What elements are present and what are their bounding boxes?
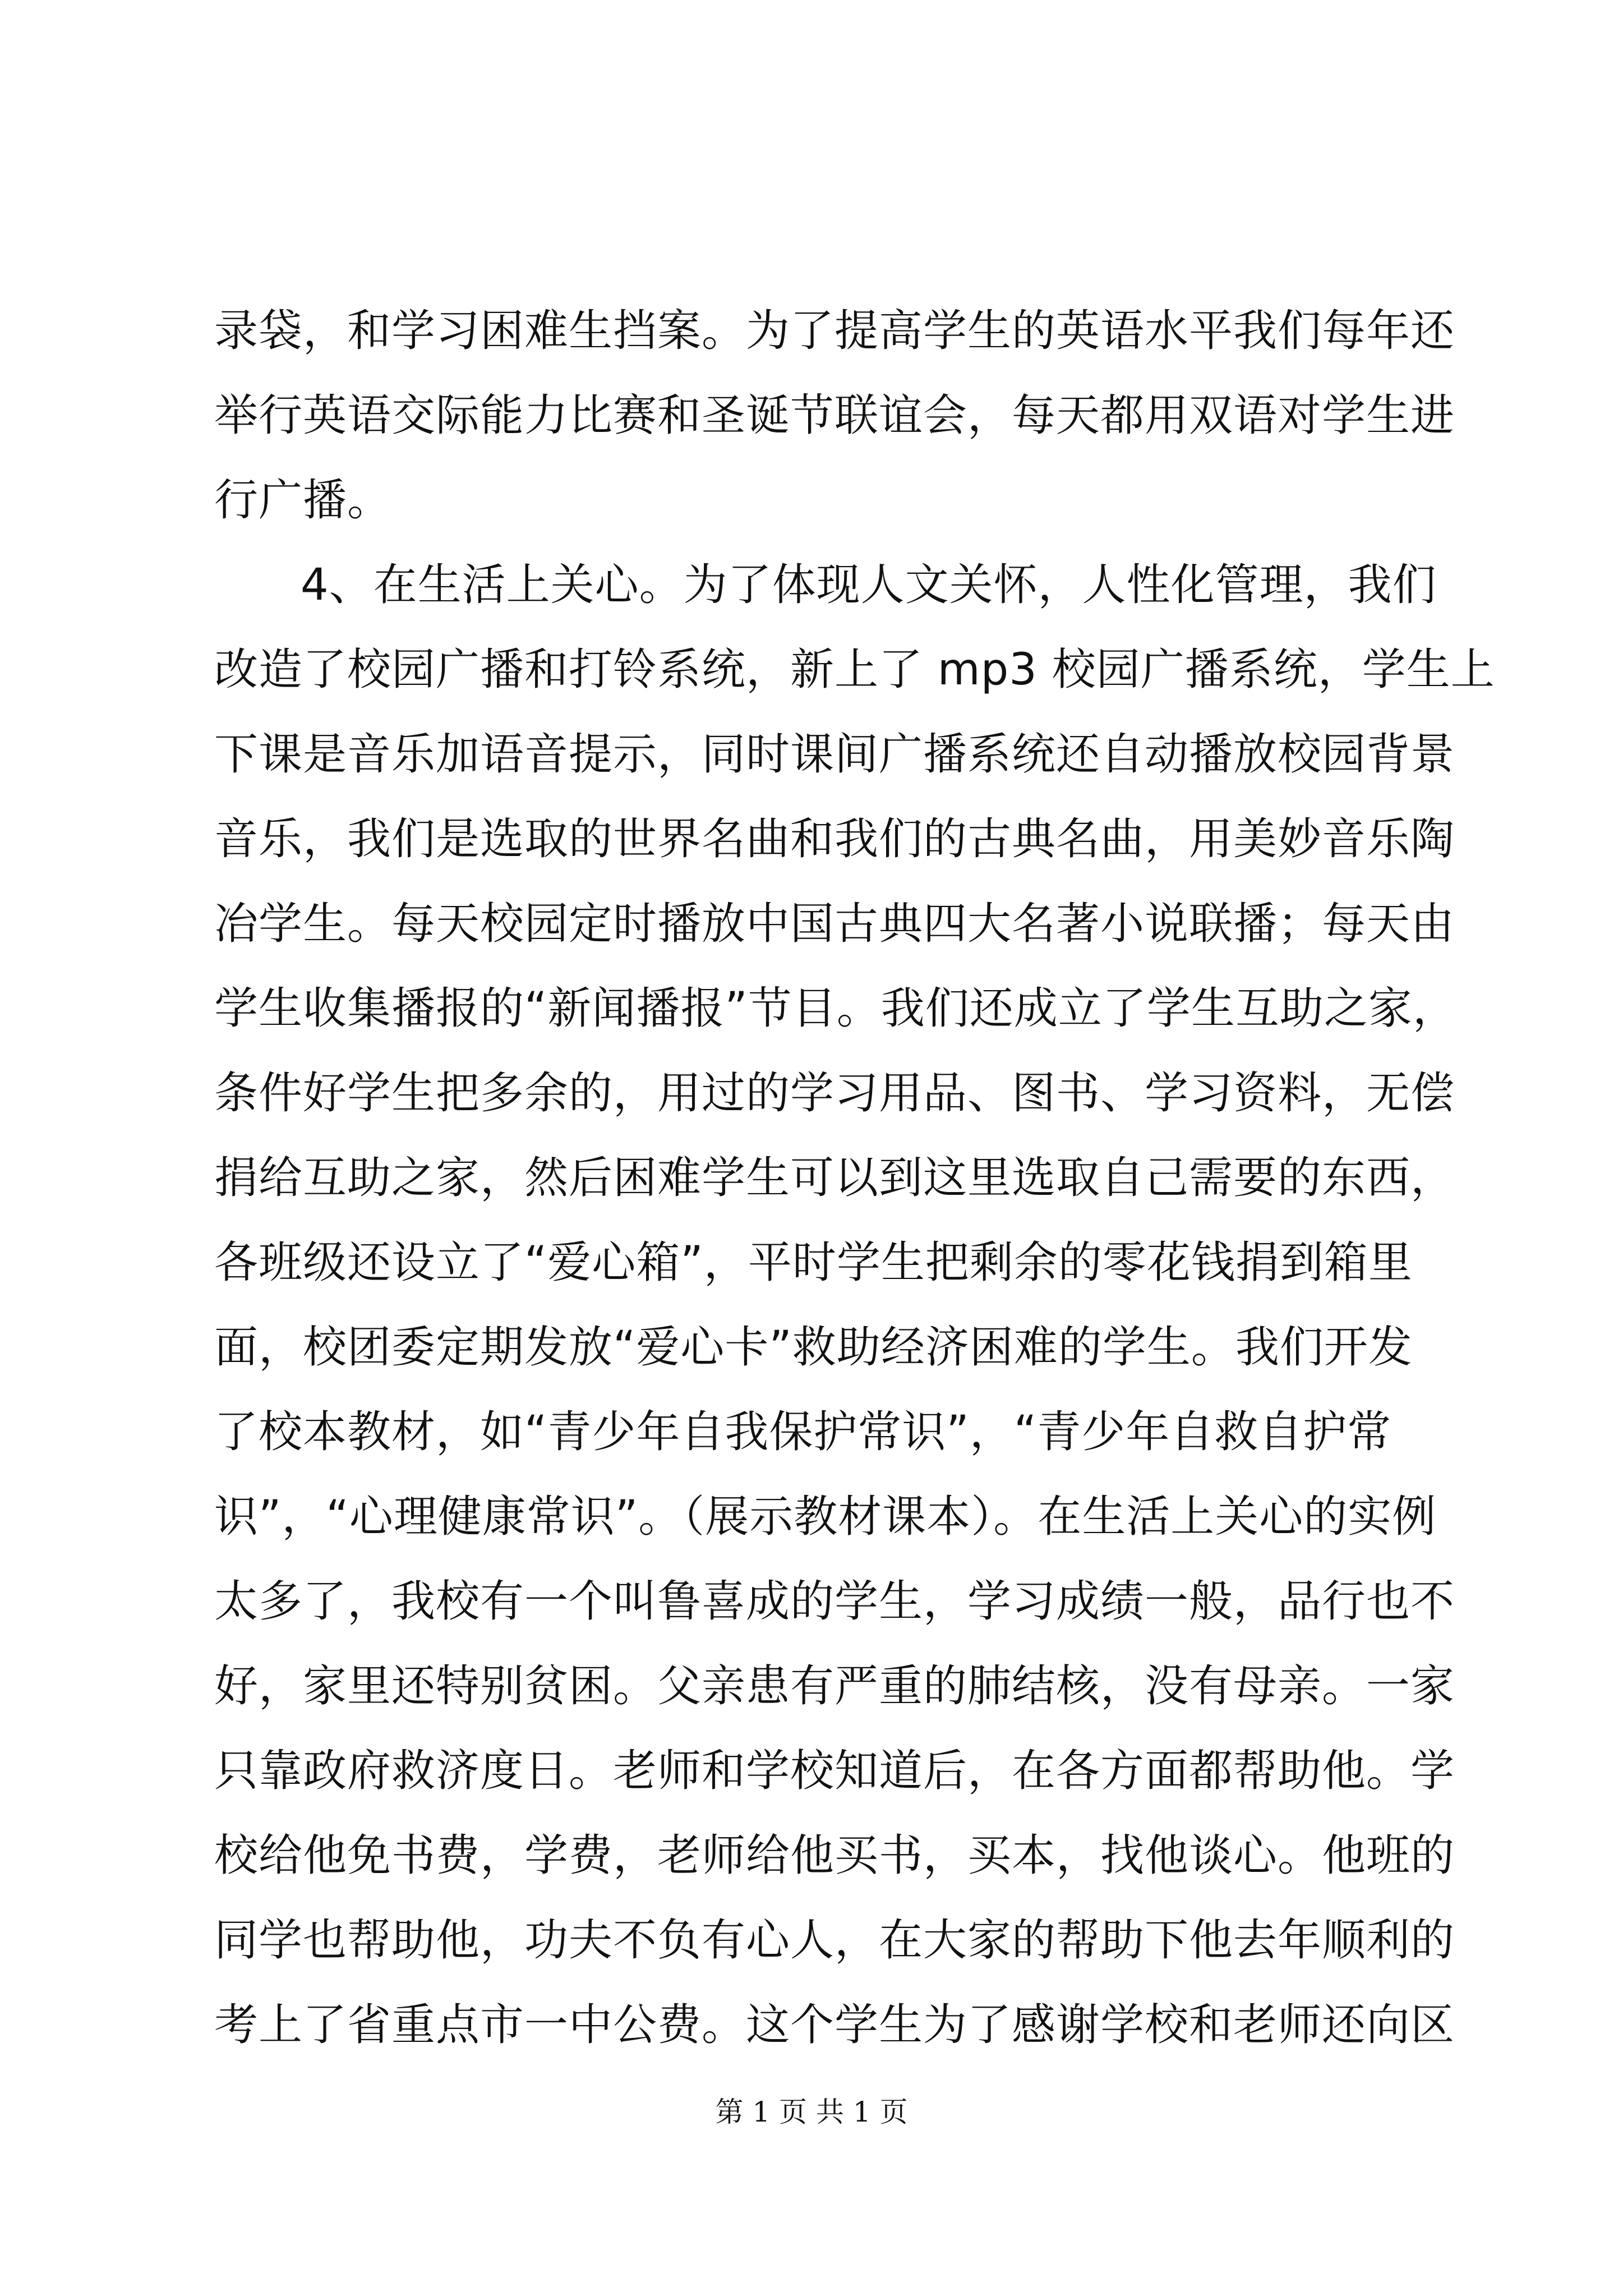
text-line: 同学也帮助他，功夫不负有心人，在大家的帮助下他去年顺利的 [214,1915,1455,1966]
paragraph-first-line: 4、在生活上关心。为了体现人文关怀，人性化管理，我们 [301,560,1437,610]
text-line: 下课是音乐加语音提示，同时课间广播系统还自动播放校园背景 [214,729,1455,780]
text-line: 校给他免书费，学费，老师给他买书，买本，找他谈心。他班的 [214,1830,1455,1881]
page-number-label: 第 1 页 共 1 页 [715,2096,908,2128]
text-line: 好，家里还特别贫困。父亲患有严重的肺结核，没有母亲。一家 [214,1661,1455,1711]
text-line: 行广播。 [214,475,392,526]
text-line: 学生收集播报的“新闻播报”节目。我们还成立了学生互助之家， [214,983,1457,1034]
text-line: 了校本教材，如“青少年自我保护常识”，“青少年自救自护常 [214,1407,1392,1457]
text-line: 考上了省重点市一中公费。这个学生为了感谢学校和老师还向区 [214,2000,1455,2050]
text-line: 识”，“心理健康常识”。（展示教材课本）。在生活上关心的实例 [214,1492,1437,1542]
text-line: 音乐，我们是选取的世界名曲和我们的古典名曲，用美妙音乐陶 [214,814,1455,864]
text-line: 捐给互助之家，然后困难学生可以到这里选取自己需要的东西， [214,1153,1455,1203]
text-line: 举行英语交际能力比赛和圣诞节联谊会，每天都用双语对学生进 [214,390,1455,441]
text-line: 冶学生。每天校园定时播放中国古典四大名著小说联播；每天由 [214,899,1455,949]
text-line: 改造了校园广播和打铃系统，新上了 mp3 校园广播系统，学生上 [214,645,1495,695]
text-line: 条件好学生把多余的，用过的学习用品、图书、学习资料，无偿 [214,1068,1455,1119]
text-line: 只靠政府救济度日。老师和学校知道后，在各方面都帮助他。学 [214,1746,1455,1796]
text-line: 录袋，和学习困难生挡案。为了提高学生的英语水平我们每年还 [214,306,1455,356]
page-footer [0,2095,1623,2129]
text-line: 面，校团委定期发放“爱心卡”救助经济困难的学生。我们开发 [214,1322,1413,1373]
text-line: 太多了，我校有一个叫鲁喜成的学生，学习成绩一般，品行也不 [214,1576,1455,1627]
text-line: 各班级还设立了“爱心箱”，平时学生把剩余的零花钱捐到箱里 [214,1237,1413,1288]
